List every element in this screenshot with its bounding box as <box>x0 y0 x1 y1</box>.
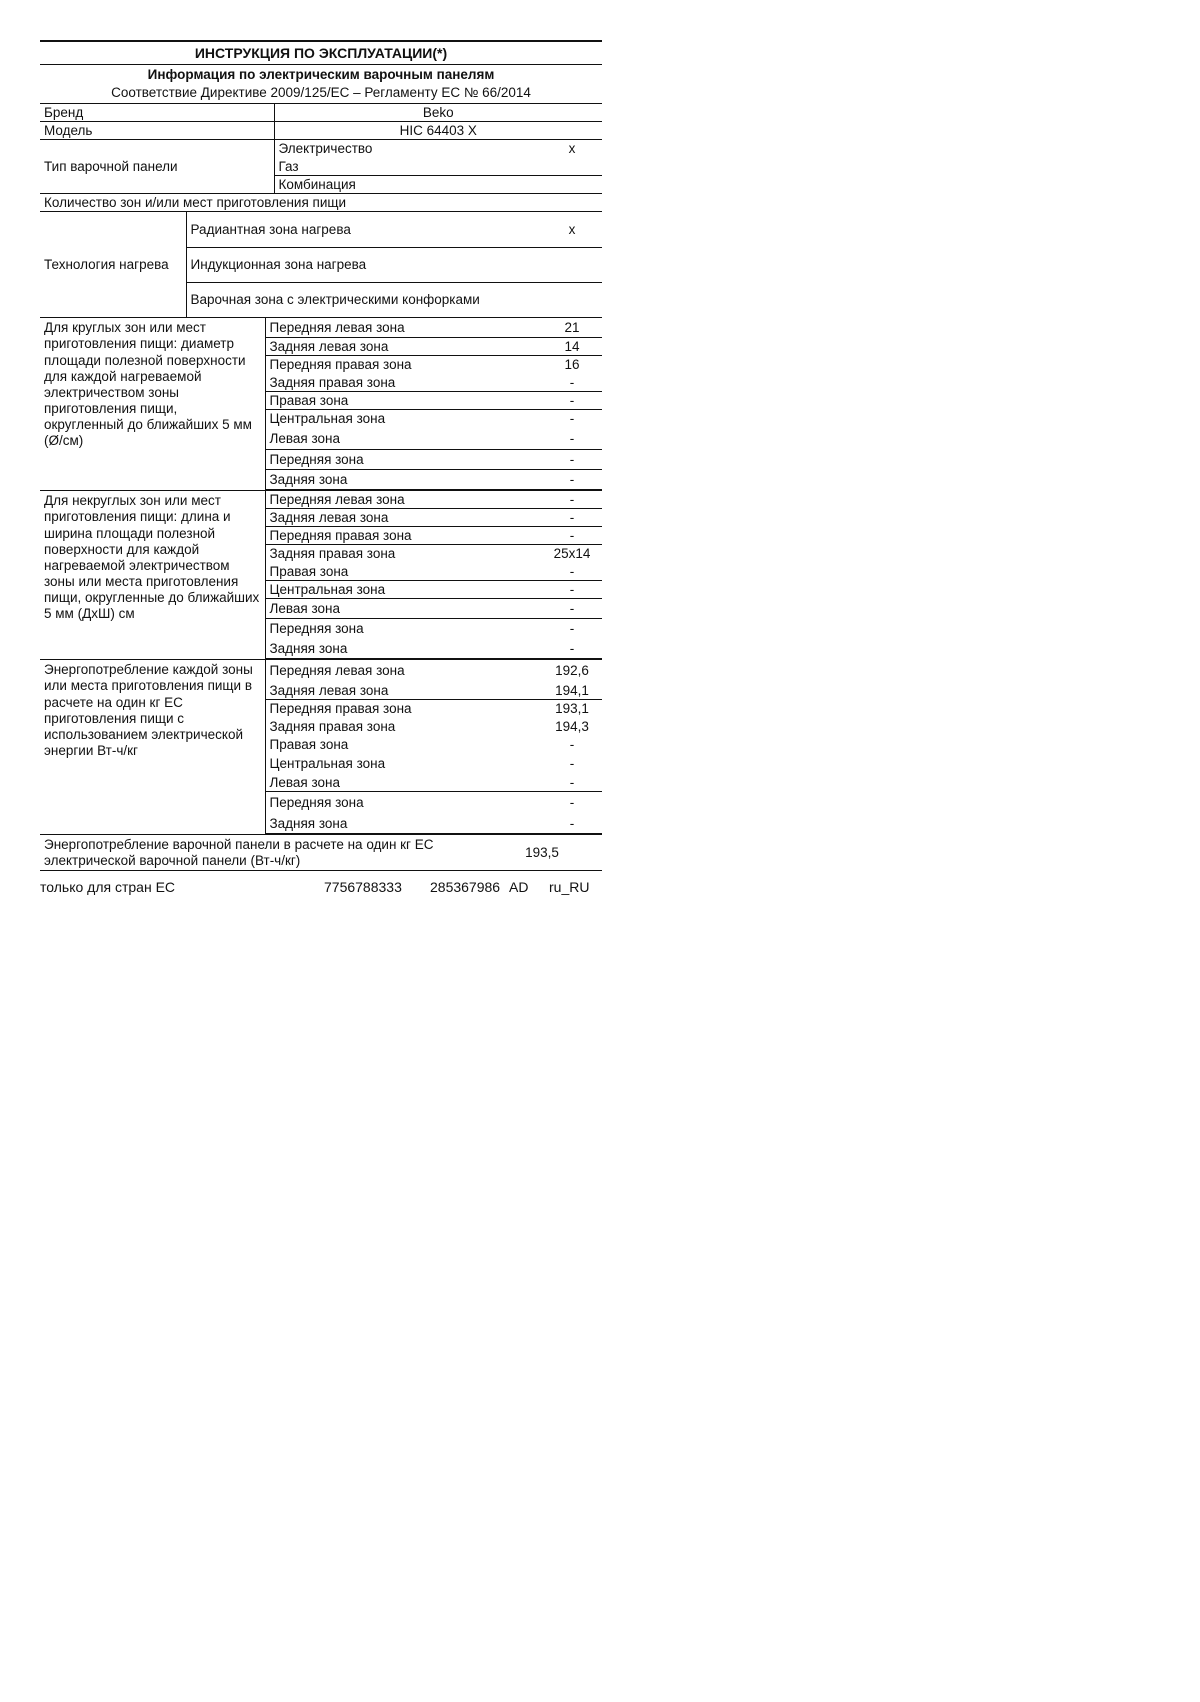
zone-value: 16 <box>564 357 580 373</box>
hob-type-mark <box>542 158 602 176</box>
heating-tech-mark: x <box>542 212 602 247</box>
hob-type-option: Газ <box>274 158 542 176</box>
directive-line: Соответствие Директиве 2009/125/EC – Регламенту EC № 66/2014 <box>111 84 531 100</box>
zone-value: 194,1 <box>542 682 602 700</box>
zone-value: - <box>542 450 602 470</box>
zone-value: 14 <box>542 338 602 356</box>
heating-tech-row <box>40 212 602 247</box>
section-label: Для круглых зон или мест приготовления пищи: диаметр площади полезной поверхности для каждой нагреваемой электричеством зоны приготовления пищи, округленный до ближайших 5 мм (Ø/см) <box>40 318 265 490</box>
zone-name: Правая зона <box>265 563 542 581</box>
hob-type-mark <box>542 176 602 194</box>
footer-code: 285367986 <box>430 879 501 896</box>
zone-value: - <box>542 774 602 792</box>
zone-name: Правая зона <box>265 392 542 410</box>
model-row <box>40 122 602 140</box>
heating-tech-option: Варочная зона с электрическими конфорками <box>190 292 480 308</box>
energy-total-value: 193,5 <box>482 835 602 871</box>
hob-type-option: Комбинация <box>274 176 542 194</box>
zone-name: Задняя правая зона <box>265 374 542 392</box>
section-label: Энергопотребление каждой зоны или места приготовления пищи в расчете на один кг ЕС приготовления пищи с использованием электрической энергии Вт-ч/кг <box>40 660 265 834</box>
round-zones-table <box>40 317 602 490</box>
zone-name: Центральная зона <box>269 755 386 771</box>
model-value: HIC 64403 X <box>274 122 602 140</box>
zone-value: - <box>542 599 602 619</box>
zone-value: - <box>542 470 602 490</box>
zone-value: - <box>569 755 575 771</box>
zone-value: - <box>542 374 602 392</box>
zone-name: Передняя правая зона <box>269 701 412 717</box>
footer-code: 7756788333 <box>324 879 402 896</box>
heating-tech-mark <box>542 247 602 282</box>
heating-tech-mark <box>542 282 602 317</box>
hob-type-mark: x <box>542 140 602 158</box>
heating-tech-table <box>40 212 602 317</box>
heating-tech-option: Индукционная зона нагрева <box>186 247 542 282</box>
heating-tech-label: Технология нагрева <box>40 212 186 317</box>
document-footer <box>40 877 602 899</box>
zone-name: Передняя зона <box>269 621 364 637</box>
energy-info-sheet <box>40 40 602 899</box>
zone-value: - <box>542 509 602 527</box>
page-title: ИНСТРУКЦИЯ ПО ЭКСПЛУАТАЦИИ(*) <box>40 42 602 65</box>
zone-name: Центральная зона <box>265 581 542 599</box>
brand-label: Бренд <box>40 104 274 122</box>
zone-name: Задняя зона <box>265 639 542 659</box>
zone-row <box>40 491 602 509</box>
zone-name: Левая зона <box>265 774 542 792</box>
zone-name: Задняя левая зона <box>265 509 542 527</box>
brand-row <box>40 104 602 122</box>
page-subtitle: Информация по электрическим варочным панелям <box>147 67 495 83</box>
zone-name: Передняя правая зона <box>269 357 412 373</box>
zone-name: Центральная зона <box>269 411 386 427</box>
zone-name: Передняя левая зона <box>265 318 542 338</box>
zone-value: - <box>569 736 575 752</box>
zones-count-row <box>40 194 602 212</box>
energy-total-label: Энергопотребление варочной панели в расчете на один кг ЕС электрической варочной панели (Вт-ч/кг) <box>40 835 482 871</box>
zone-value: - <box>542 392 602 410</box>
zone-name: Задняя левая зона <box>265 682 542 700</box>
zone-row <box>40 660 602 682</box>
zone-name: Передняя зона <box>269 795 364 811</box>
zone-value: - <box>542 491 602 509</box>
zone-name: Передняя левая зона <box>265 491 542 509</box>
zone-name: Задняя левая зона <box>265 338 542 356</box>
model-label: Модель <box>40 122 274 140</box>
brand-value: Beko <box>274 104 602 122</box>
zone-name: Левая зона <box>265 428 542 450</box>
footer-locale: ru_RU <box>549 879 590 896</box>
zone-value: 193,1 <box>555 701 589 717</box>
zones-count-label: Количество зон и/или мест приготовления пищи <box>40 194 602 212</box>
nonround-zones-table <box>40 490 602 659</box>
zone-value: 21 <box>542 318 602 338</box>
zone-value: 192,6 <box>542 660 602 682</box>
zone-value: - <box>569 795 575 811</box>
zone-value: - <box>542 639 602 659</box>
energy-zones-table <box>40 659 602 834</box>
zone-name: Левая зона <box>265 599 542 619</box>
zone-name: Задняя правая зона <box>269 718 396 734</box>
general-info-table <box>40 103 602 212</box>
zone-value: 194,3 <box>555 718 589 734</box>
heating-tech-option: Радиантная зона нагрева <box>186 212 542 247</box>
footer-code: AD <box>509 879 529 896</box>
zone-name: Передняя правая зона <box>265 527 542 545</box>
footer-note: только для стран ЕС <box>40 879 176 896</box>
zone-name: Передняя левая зона <box>265 660 542 682</box>
zone-name: Передняя зона <box>265 450 542 470</box>
zone-value: - <box>569 621 575 637</box>
hob-type-option: Электричество <box>274 140 542 158</box>
zone-value: - <box>569 411 575 427</box>
zone-value: - <box>542 814 602 834</box>
zone-value: 25x14 <box>553 546 591 562</box>
zone-value: - <box>542 563 602 581</box>
zone-value: - <box>542 581 602 599</box>
zone-name: Задняя зона <box>265 814 542 834</box>
zone-value: - <box>542 527 602 545</box>
energy-total-table <box>40 834 602 871</box>
zone-value: - <box>542 428 602 450</box>
zone-name: Правая зона <box>269 736 349 752</box>
hob-type-row <box>40 140 602 158</box>
zone-row <box>40 318 602 338</box>
zone-name: Задняя правая зона <box>269 546 396 562</box>
energy-total-row <box>40 835 602 871</box>
hob-type-label: Тип варочной панели <box>40 140 274 194</box>
zone-name: Задняя зона <box>265 470 542 490</box>
section-label: Для некруглых зон или мест приготовления пищи: длина и ширина площади полезной поверхности для каждой нагреваемой электричеством зоны или места приготовления пищи, округленные до ближайших 5 мм (ДхШ) см <box>40 491 265 659</box>
